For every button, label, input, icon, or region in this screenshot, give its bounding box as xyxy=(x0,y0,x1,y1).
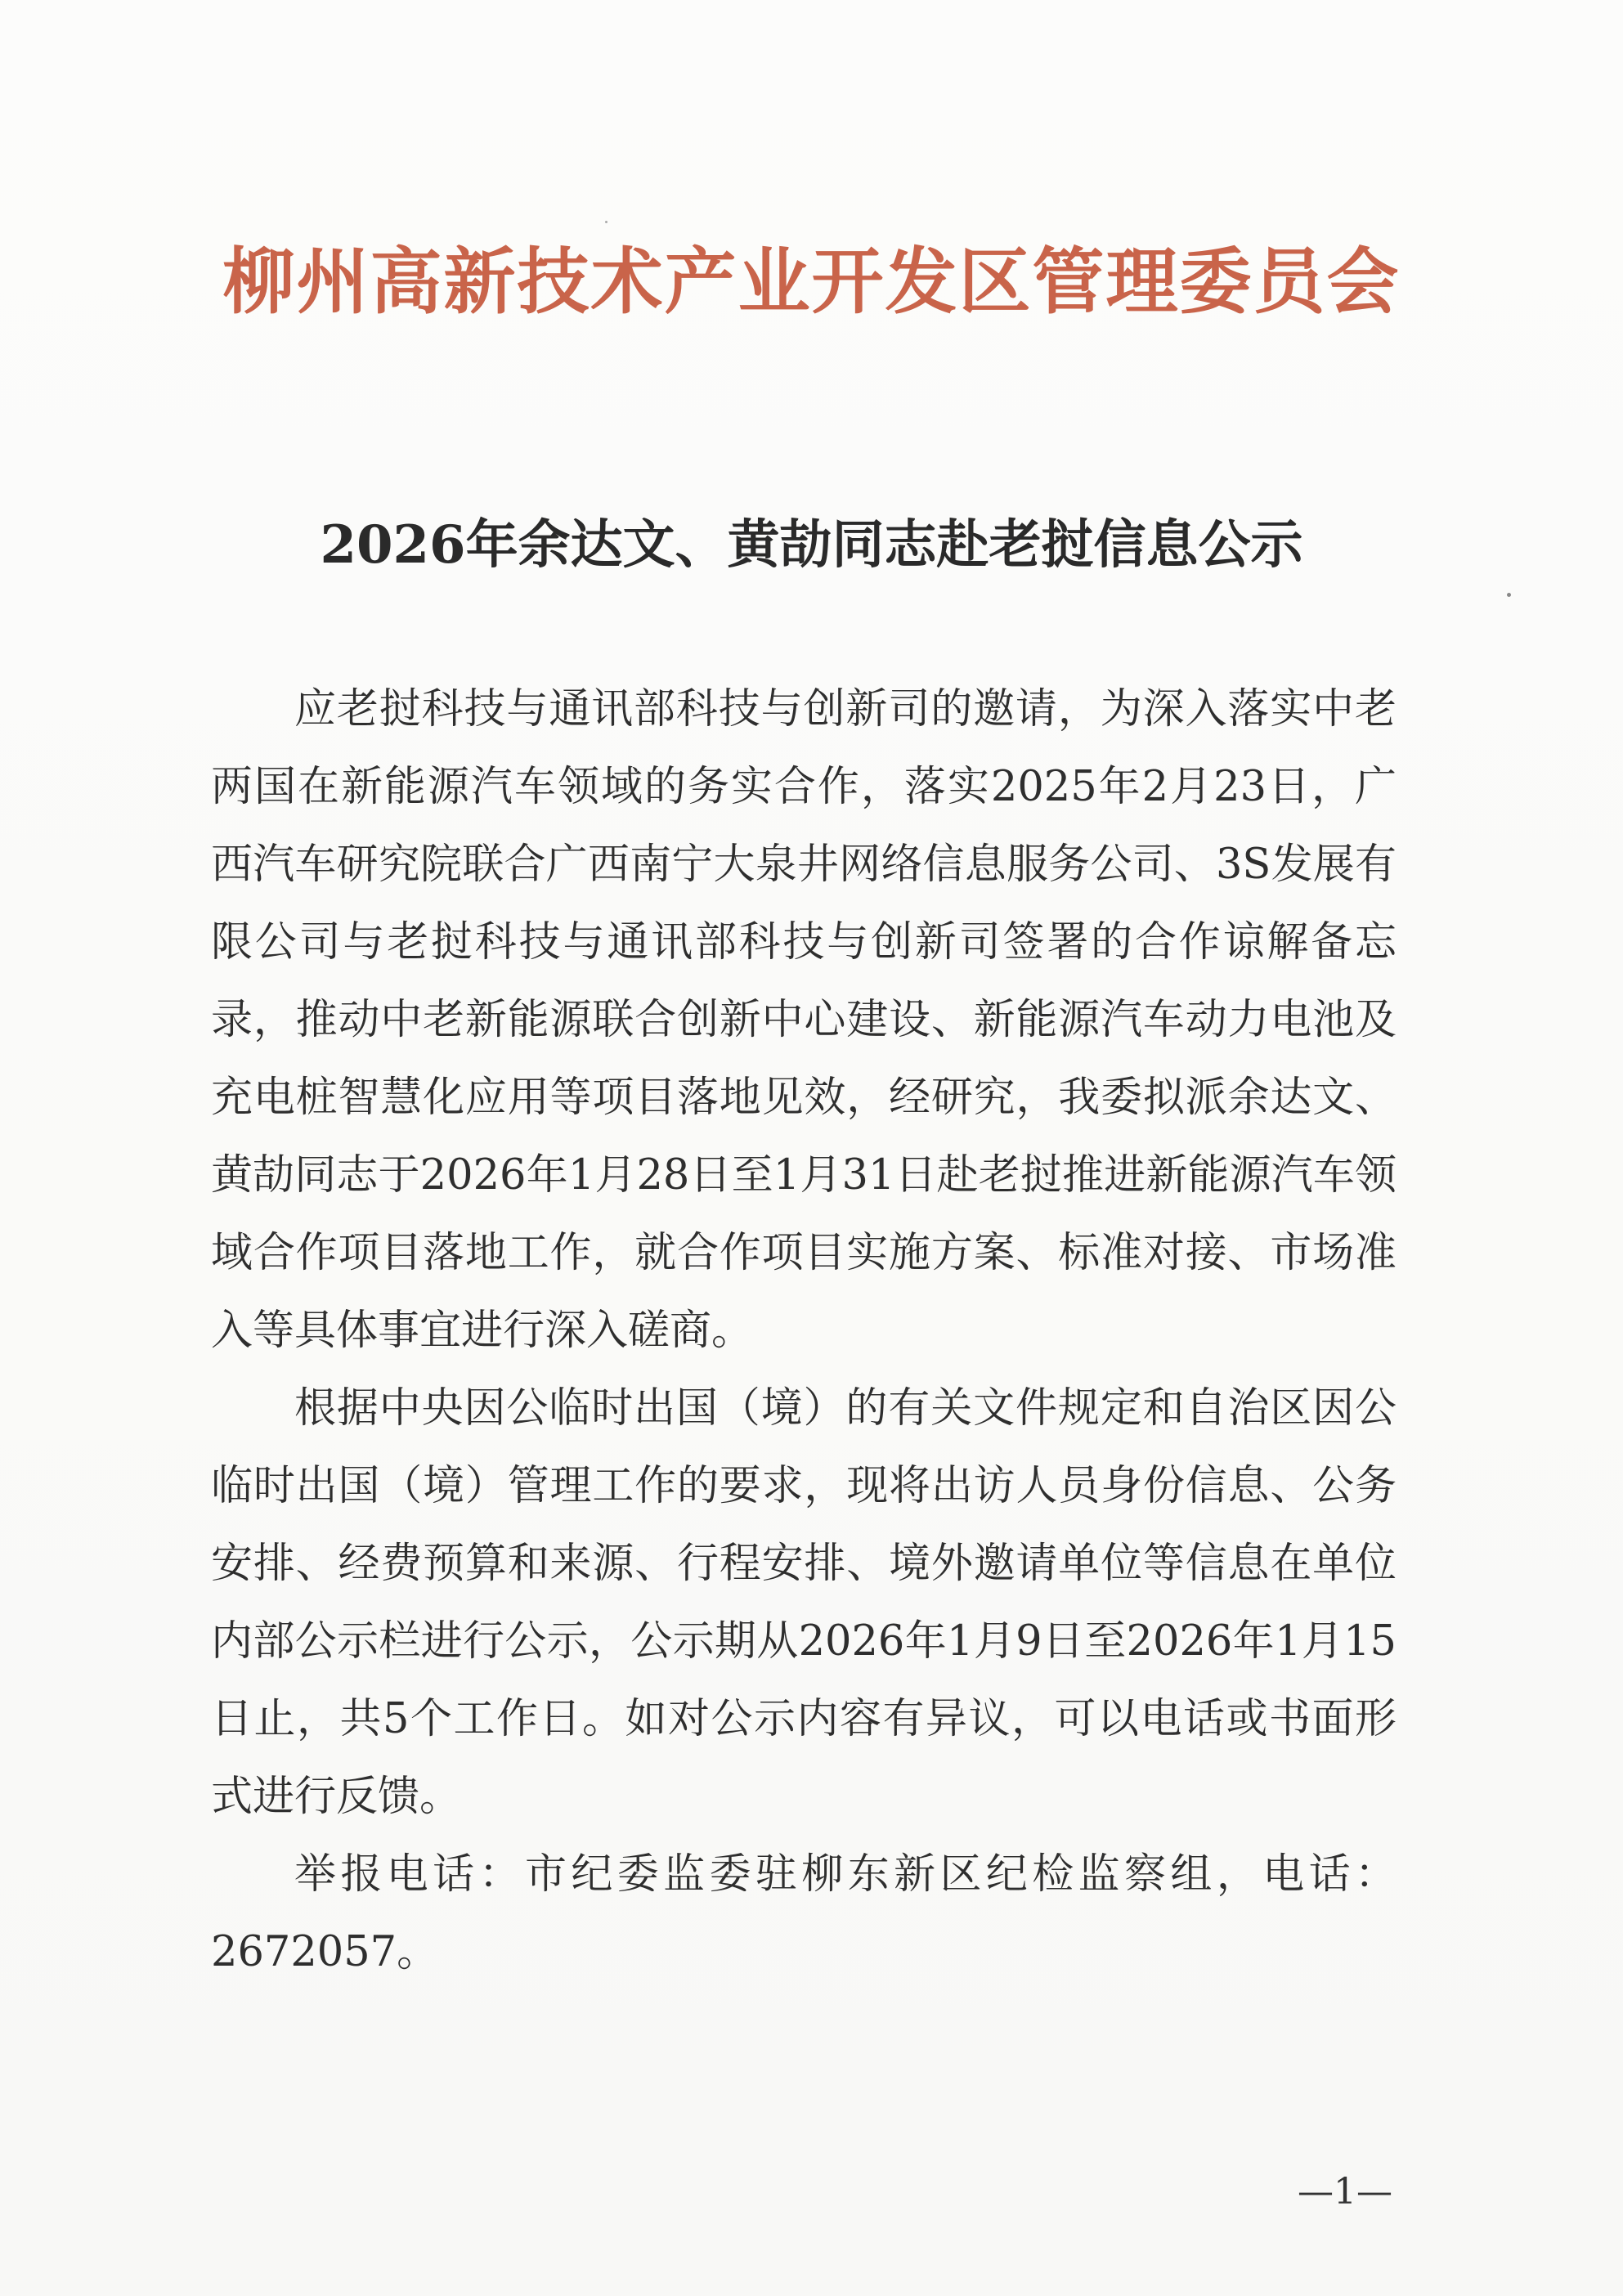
scan-speck xyxy=(605,221,608,223)
page-number: —1— xyxy=(1298,2171,1392,2213)
document-title: 2026年余达文、黄劼同志赴老挝信息公示 xyxy=(320,514,1303,576)
scan-speck xyxy=(1507,593,1511,597)
paragraph-publicity: 根据中央因公临时出国（境）的有关文件规定和自治区因公临时出国（境）管理工作的要求，现将出访人员身份信息、公务安排、经费预算和来源、行程安排、境外邀请单位等信息在单位内部公示栏进行公示，公示期从2026年1月9日至2026年1月15日止，共5个工作日。如对公示内容有异议，可以电话或书面形式进行反馈。 xyxy=(211,1384,1397,1821)
paragraph-hotline: 举报电话：市纪委监委驻柳东新区纪检监察组，电话：2672057。 xyxy=(211,1850,1397,1976)
paragraph-invitation: 应老挝科技与通讯部科技与创新司的邀请，为深入落实中老两国在新能源汽车领域的务实合作，落实2025年2月23日，广西汽车研究院联合广西南宁大泉井网络信息服务公司、3S发展有限公司与老挝科技与通讯部科技与创新司签署的合作谅解备忘录，推动中老新能源联合创新中心建设、新能源汽车动力电池及充电桩智慧化应用等项目落地见效，经研究，我委拟派余达文、黄劼同志于2026年1月28日至1月31日赴老挝推进新能源汽车领域合作项目落地工作，就合作项目实施方案、标准对接、市场准入等具体事宜进行深入磋商。 xyxy=(211,685,1397,1355)
letterhead-title: 柳州高新技术产业开发区管理委员会 xyxy=(222,239,1401,324)
document-body xyxy=(211,670,1397,1991)
